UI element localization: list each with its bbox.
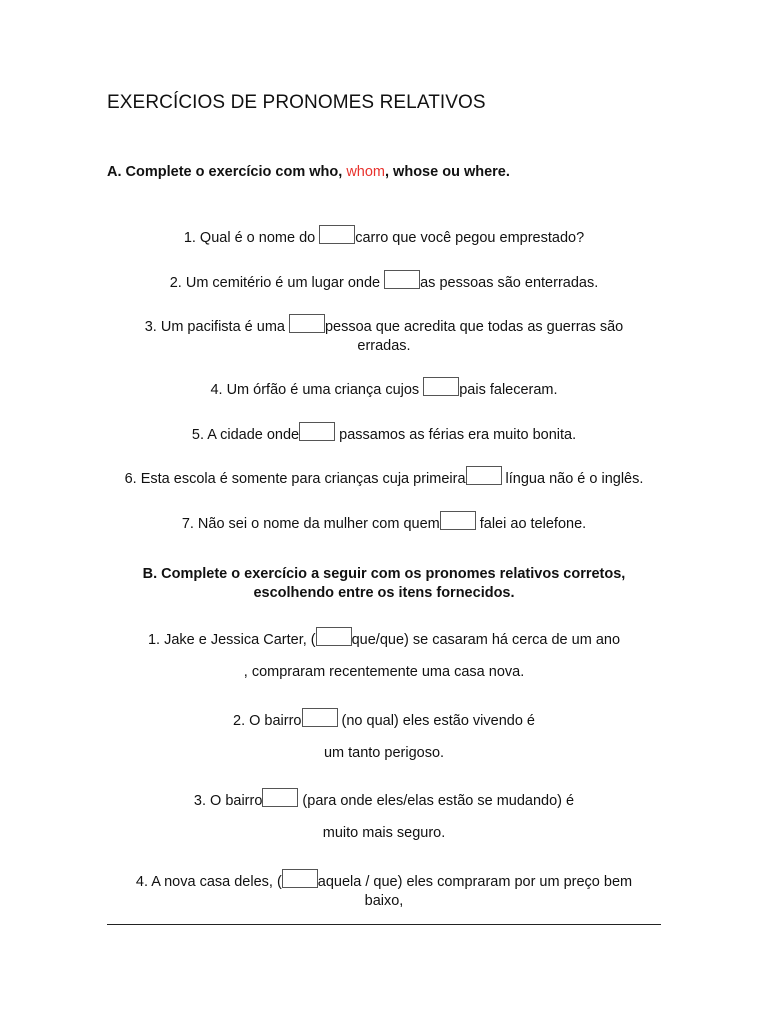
- answer-box-a-7[interactable]: [440, 511, 476, 530]
- section-a-heading-accent: whom: [346, 164, 385, 180]
- exercise-a-4-text-start: 4. Um órfão é uma criança cujos: [210, 382, 424, 398]
- bottom-divider: [107, 924, 661, 925]
- exercise-a-5-text-end: passamos as férias era muito bonita.: [335, 427, 577, 443]
- exercise-b-2-continuation: um tanto perigoso.: [323, 745, 445, 761]
- exercise-b-4-text-start: 4. A nova casa deles, (: [135, 874, 282, 890]
- exercise-a-5: [107, 422, 661, 445]
- exercise-b-2: [107, 708, 661, 731]
- exercise-a-2-text-end: as pessoas são enterradas.: [420, 275, 599, 291]
- exercise-a-5-text-start: 5. A cidade onde: [191, 427, 300, 443]
- answer-box-a-1[interactable]: [319, 225, 355, 244]
- exercise-a-7-text-start: 7. Não sei o nome da mulher com quem: [181, 516, 440, 532]
- exercise-b-3-continuation: muito mais seguro.: [322, 825, 446, 841]
- exercise-a-3-text-end: pessoa que acredita que todas as guerras são erradas.: [324, 319, 624, 354]
- exercise-b-2-text-start: 2. O bairro: [233, 713, 302, 729]
- exercise-b-3-text-start: 3. O bairro: [193, 793, 263, 809]
- section-b-heading-line-1: B. Complete o exercício a seguir com os pronomes relativos corretos,: [142, 566, 626, 582]
- exercise-b-1-continuation: , compraram recentemente uma casa nova.: [243, 664, 525, 680]
- exercise-b-3: [107, 788, 661, 811]
- exercise-a-1-text-start: 1. Qual é o nome do: [183, 230, 320, 246]
- section-b-heading-line-2: escolhendo entre os itens fornecidos.: [253, 585, 515, 601]
- exercise-a-2-text-start: 2. Um cemitério é um lugar onde: [169, 275, 385, 291]
- exercise-a-6-text-start: 6. Esta escola é somente para crianças cuja primeira: [124, 471, 466, 487]
- answer-box-a-2[interactable]: [384, 270, 420, 289]
- page-title: EXERCÍCIOS DE PRONOMES RELATIVOS: [107, 92, 486, 113]
- exercise-a-6-text-end: língua não é o inglês.: [501, 471, 644, 487]
- exercise-b-1-text-end: que/que) se casaram há cerca de um ano: [351, 632, 621, 648]
- section-a-heading-end: , whose ou where.: [385, 164, 510, 180]
- exercise-a-1-text-end: carro que você pegou emprestado?: [355, 230, 585, 246]
- exercise-a-3-text-start: 3. Um pacifista é uma: [144, 319, 289, 335]
- answer-box-a-4[interactable]: [423, 377, 459, 396]
- exercise-b-4-text-end: aquela / que) eles compraram por um preço bem baixo,: [317, 874, 633, 909]
- exercise-a-7: [107, 511, 661, 534]
- exercise-a-1: [107, 225, 661, 248]
- exercise-a-4-text-end: pais faleceram.: [459, 382, 558, 398]
- exercise-b-4: [107, 869, 661, 911]
- answer-box-b-3[interactable]: [262, 788, 298, 807]
- answer-box-b-2[interactable]: [302, 708, 338, 727]
- exercise-b-3-text-end: (para onde eles/elas estão se mudando) é: [298, 793, 575, 809]
- answer-box-b-4[interactable]: [282, 869, 318, 888]
- exercise-a-3: [107, 314, 661, 356]
- exercise-a-2: [107, 270, 661, 293]
- exercise-a-4: [107, 377, 661, 400]
- answer-box-b-1[interactable]: [316, 627, 352, 646]
- exercise-b-2-text-end: (no qual) eles estão vivendo é: [337, 713, 535, 729]
- answer-box-a-6[interactable]: [466, 466, 502, 485]
- section-a-heading: [107, 164, 510, 180]
- answer-box-a-3[interactable]: [289, 314, 325, 333]
- exercise-a-6: [100, 466, 668, 489]
- exercise-b-1-text-start: 1. Jake e Jessica Carter, (: [147, 632, 316, 648]
- section-b-heading: [107, 565, 661, 603]
- answer-box-a-5[interactable]: [299, 422, 335, 441]
- section-a-heading-start: A. Complete o exercício com who,: [107, 164, 347, 180]
- exercise-a-7-text-end: falei ao telefone.: [475, 516, 587, 532]
- exercise-b-1: [107, 627, 661, 650]
